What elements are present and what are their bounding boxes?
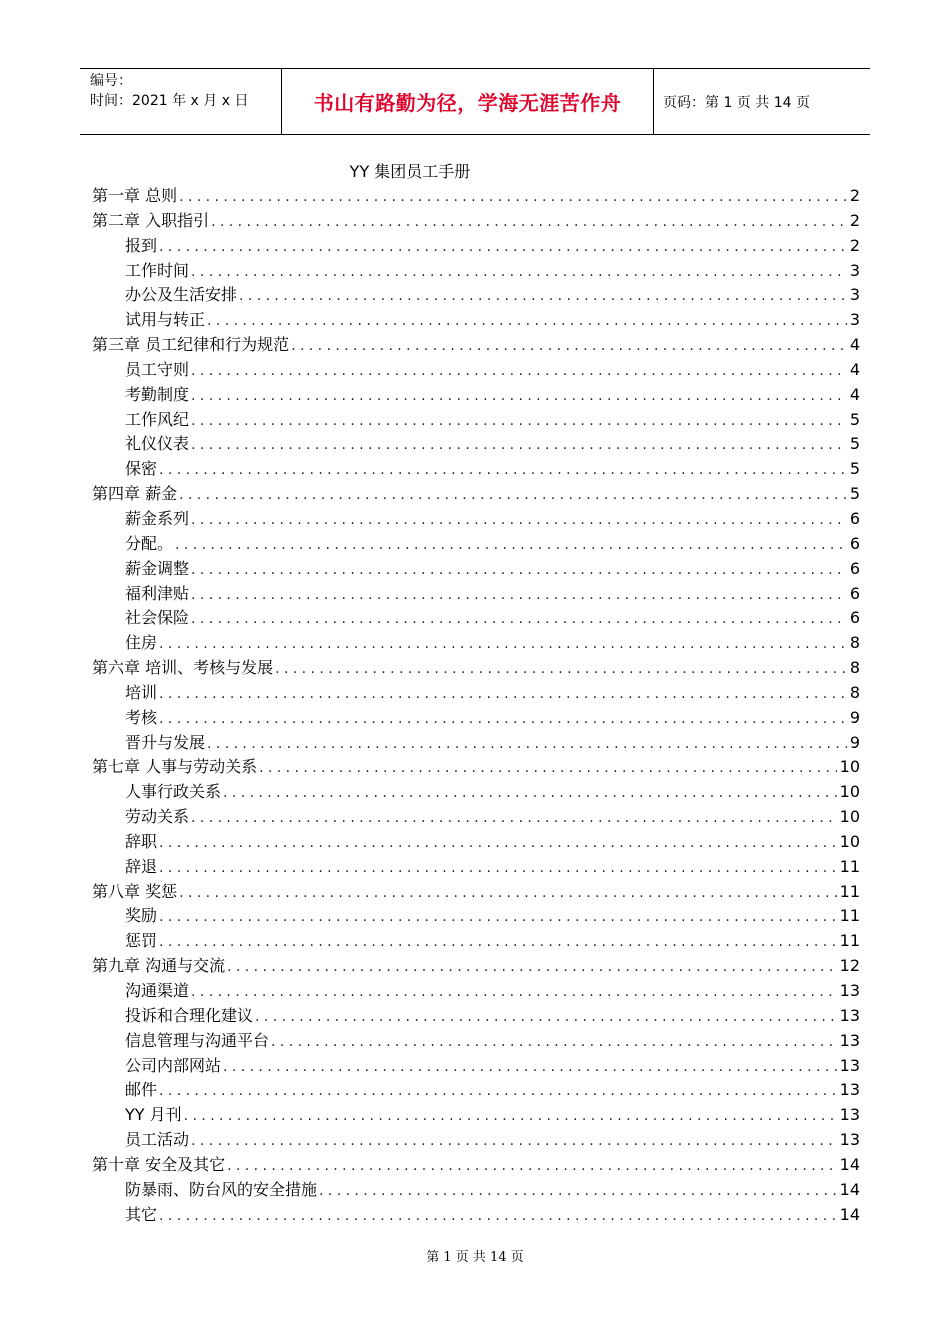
toc-dot-leader (175, 533, 847, 558)
toc-entry-label: 第一章 总则 (92, 186, 178, 205)
toc-section-entry[interactable] (92, 383, 860, 408)
toc-dot-leader (291, 334, 847, 359)
toc-entry-label: 第八章 奖惩 (92, 881, 178, 901)
toc-entry-label: 工作风纪 (125, 409, 190, 429)
toc-entry-label: 考勤制度 (125, 384, 190, 404)
toc-dot-leader (227, 955, 837, 980)
toc-entry-page: 9 (849, 707, 860, 727)
toc-entry-label: 辞退 (125, 856, 158, 876)
toc-entry-page: 14 (839, 1154, 860, 1174)
toc-section-entry[interactable] (92, 631, 860, 656)
toc-section-entry[interactable] (92, 358, 860, 383)
toc-entry-page: 8 (849, 682, 860, 702)
toc-dot-leader (191, 1129, 837, 1154)
toc-chapter-entry[interactable] (92, 755, 860, 780)
toc-dot-leader (191, 980, 837, 1005)
toc-section-entry[interactable] (92, 1103, 860, 1128)
toc-dot-leader (191, 583, 847, 608)
toc-dot-leader (191, 508, 847, 533)
toc-entry-label: 第七章 人事与劳动关系 (92, 757, 258, 777)
toc-entry-page: 11 (839, 931, 860, 951)
toc-dot-leader (223, 781, 837, 806)
toc-entry-label: 薪金调整 (125, 558, 190, 578)
toc-dot-leader (191, 260, 847, 285)
toc-entry-label: 试用与转正 (125, 310, 206, 330)
toc-dot-leader (227, 1154, 837, 1179)
toc-entry-page: 2 (849, 235, 860, 255)
toc-entry-page: 5 (849, 409, 860, 429)
toc-entry-label: 员工守则 (125, 359, 190, 379)
toc-dot-leader (179, 881, 837, 906)
toc-dot-leader (159, 682, 847, 707)
toc-section-entry[interactable] (92, 283, 860, 308)
toc-section-entry[interactable] (92, 259, 860, 284)
toc-entry-label: 沟通渠道 (125, 981, 190, 1000)
toc-entry-page: 6 (849, 508, 860, 528)
toc-entry-label: 信息管理与沟通平台 (125, 1030, 270, 1050)
toc-entry-page: 10 (839, 757, 860, 777)
toc-entry-page: 13 (839, 1105, 860, 1125)
toc-entry-label: 第四章 薪金 (92, 484, 178, 504)
toc-entry-page: 13 (839, 1130, 860, 1150)
toc-entry-label: 人事行政关系 (125, 782, 222, 802)
toc-section-entry[interactable] (92, 457, 860, 482)
toc-dot-leader (159, 1079, 837, 1104)
toc-dot-leader (211, 210, 847, 235)
toc-entry-label: 晋升与发展 (125, 732, 206, 752)
toc-section-entry[interactable] (92, 731, 860, 756)
toc-entry-page: 6 (849, 608, 860, 628)
toc-dot-leader (191, 806, 837, 831)
toc-dot-leader (184, 1104, 837, 1129)
toc-entry-page: 6 (849, 583, 860, 603)
toc-entry-label: 报到 (125, 235, 158, 255)
toc-entry-label: 工作时间 (125, 260, 190, 280)
toc-entry-label: 辞职 (125, 831, 158, 851)
toc-entry-label: 礼仪仪表 (125, 434, 190, 454)
toc-entry-label: 第三章 员工纪律和行为规范 (92, 335, 290, 355)
toc-entry-page: 13 (839, 1080, 860, 1100)
toc-dot-leader (159, 905, 837, 930)
toc-dot-leader (191, 433, 847, 458)
toc-dot-leader (159, 707, 847, 732)
document-title: YY 集团员工手册 (349, 162, 471, 181)
toc-entry-label: 社会保险 (125, 608, 190, 628)
toc-section-entry[interactable] (92, 1054, 860, 1079)
toc-chapter-entry[interactable] (92, 1153, 860, 1178)
toc-entry-page: 5 (849, 484, 860, 504)
toc-section-entry[interactable] (92, 706, 860, 731)
toc-section-entry[interactable] (92, 780, 860, 805)
toc-entry-page: 4 (849, 335, 860, 355)
toc-chapter-entry[interactable] (92, 880, 860, 905)
toc-dot-leader (179, 185, 847, 210)
toc-entry-label: 第二章 入职指引 (92, 210, 210, 230)
toc-chapter-entry[interactable] (92, 209, 860, 234)
toc-entry-label: 第六章 培训、考核与发展 (92, 658, 274, 678)
toc-dot-leader (159, 1204, 837, 1229)
toc-entry-page: 4 (849, 359, 860, 379)
toc-dot-leader (255, 1005, 837, 1030)
toc-entry-page: 10 (839, 831, 860, 851)
toc-chapter-entry[interactable] (92, 333, 860, 358)
header-page-info: 页码：第 1 页 共 14 页 (663, 94, 810, 111)
time-label: 时间：2021 年 x 月 x 日 (90, 93, 249, 109)
header-meta (80, 69, 281, 134)
toc-dot-leader (223, 1055, 837, 1080)
toc-chapter-entry[interactable] (92, 954, 860, 979)
toc-entry-page: 2 (849, 186, 860, 205)
toc-section-entry[interactable] (92, 507, 860, 532)
toc-entry-label: 薪金系列 (125, 508, 190, 528)
toc-chapter-entry[interactable] (92, 482, 860, 507)
toc-entry-page: 3 (849, 310, 860, 330)
toc-dot-leader (191, 607, 847, 632)
table-of-contents (92, 184, 860, 1227)
toc-entry-page: 13 (839, 1030, 860, 1050)
toc-entry-label: 防暴雨、防台风的安全措施 (125, 1179, 318, 1199)
toc-entry-label: 惩罚 (125, 931, 158, 951)
toc-section-entry[interactable] (92, 308, 860, 333)
toc-section-entry[interactable] (92, 681, 860, 706)
header-motto: 书山有路勤为径，学海无涯苦作舟 (281, 69, 654, 134)
page-header (80, 68, 870, 135)
toc-entry-label: 分配。 (125, 533, 174, 553)
toc-dot-leader (159, 458, 847, 483)
toc-entry-page: 3 (849, 260, 860, 280)
toc-entry-page: 3 (849, 285, 860, 305)
toc-dot-leader (271, 1030, 837, 1055)
toc-section-entry[interactable] (92, 904, 860, 929)
toc-section-entry[interactable] (92, 234, 860, 259)
code-label: 编号： (90, 73, 132, 89)
toc-section-entry[interactable] (92, 432, 860, 457)
toc-dot-leader (179, 483, 847, 508)
toc-entry-label: 劳动关系 (125, 807, 190, 827)
toc-chapter-entry[interactable] (92, 184, 860, 209)
toc-dot-leader (159, 930, 837, 955)
toc-entry-label: 保密 (125, 459, 158, 479)
toc-entry-page: 10 (839, 807, 860, 827)
toc-entry-page: 8 (849, 658, 860, 678)
toc-entry-label: 办公及生活安排 (125, 285, 238, 305)
toc-entry-label: 公司内部网站 (125, 1055, 222, 1075)
toc-entry-label: 员工活动 (125, 1130, 190, 1150)
toc-entry-label: 其它 (125, 1204, 158, 1224)
toc-entry-label: 邮件 (125, 1080, 158, 1100)
toc-section-entry[interactable] (92, 1029, 860, 1054)
toc-entry-page: 9 (849, 732, 860, 752)
toc-dot-leader (191, 384, 847, 409)
toc-entry-page: 11 (839, 906, 860, 926)
toc-entry-page: 14 (839, 1179, 860, 1199)
toc-section-entry[interactable] (92, 557, 860, 582)
toc-dot-leader (191, 409, 847, 434)
toc-dot-leader (191, 558, 847, 583)
toc-entry-page: 12 (839, 956, 860, 976)
toc-section-entry[interactable] (92, 929, 860, 954)
toc-entry-label: 培训 (125, 682, 158, 702)
toc-dot-leader (159, 632, 847, 657)
toc-entry-page: 11 (839, 856, 860, 876)
toc-entry-page: 13 (839, 981, 860, 1000)
page-footer: 第 1 页 共 14 页 (426, 1250, 524, 1265)
toc-entry-label: 投诉和合理化建议 (125, 1005, 254, 1025)
toc-section-entry[interactable] (92, 1004, 860, 1029)
toc-entry-label: 第九章 沟通与交流 (92, 956, 226, 976)
toc-dot-leader (191, 359, 847, 384)
toc-section-entry[interactable] (92, 1128, 860, 1153)
toc-entry-page: 2 (849, 210, 860, 230)
toc-section-entry[interactable] (92, 606, 860, 631)
toc-entry-page: 6 (849, 533, 860, 553)
toc-dot-leader (159, 235, 847, 260)
toc-section-entry[interactable] (92, 532, 860, 557)
toc-chapter-entry[interactable] (92, 656, 860, 681)
toc-entry-page: 5 (849, 459, 860, 479)
toc-entry-page: 8 (849, 633, 860, 653)
toc-entry-page: 13 (839, 1005, 860, 1025)
toc-section-entry[interactable] (92, 805, 860, 830)
toc-entry-page: 14 (839, 1204, 860, 1224)
toc-section-entry[interactable] (92, 830, 860, 855)
toc-entry-page: 11 (839, 881, 860, 901)
toc-entry-label: 福利津贴 (125, 583, 190, 603)
toc-entry-page: 5 (849, 434, 860, 454)
toc-entry-label: 住房 (125, 633, 158, 653)
toc-dot-leader (319, 1179, 837, 1204)
toc-entry-page: 6 (849, 558, 860, 578)
toc-section-entry[interactable] (92, 979, 860, 1004)
toc-dot-leader (159, 831, 837, 856)
toc-entry-page: 10 (839, 782, 860, 802)
toc-dot-leader (207, 732, 847, 757)
toc-section-entry[interactable] (92, 582, 860, 607)
toc-section-entry[interactable] (92, 1203, 860, 1228)
toc-entry-page: 4 (849, 384, 860, 404)
toc-dot-leader (275, 657, 847, 682)
toc-section-entry[interactable] (92, 1178, 860, 1203)
toc-dot-leader (159, 856, 837, 881)
toc-entry-label: 考核 (125, 707, 158, 727)
toc-entry-label: 第十章 安全及其它 (92, 1154, 226, 1174)
toc-section-entry[interactable] (92, 855, 860, 880)
toc-dot-leader (239, 284, 847, 309)
toc-entry-label: YY 月刊 (125, 1105, 182, 1125)
toc-dot-leader (207, 309, 847, 334)
toc-entry-label: 奖励 (125, 906, 158, 926)
toc-section-entry[interactable] (92, 1078, 860, 1103)
toc-dot-leader (259, 756, 837, 781)
toc-section-entry[interactable] (92, 408, 860, 433)
toc-entry-page: 13 (839, 1055, 860, 1075)
